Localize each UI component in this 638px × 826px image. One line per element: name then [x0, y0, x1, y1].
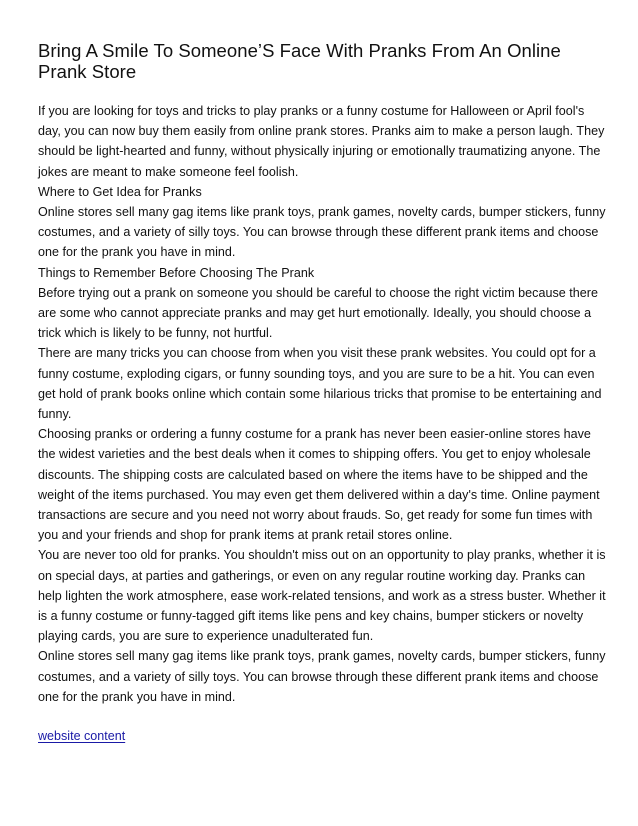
paragraph-right-victim: Before trying out a prank on someone you should be careful to choose the right victim because there are some who cannot appreciate pranks and may get hurt emotionally. Ideally, you should choose a trick which is likely to be funny, not hurtful. — [38, 285, 598, 341]
link-container — [38, 726, 606, 746]
paragraph-intro: If you are looking for toys and tricks to play pranks or a funny costume for Halloween or April fool's day, you can now buy them easily from online prank stores. Pranks aim to make a person laugh. They should be light-hearted and funny, without physically injuring or emotionally traumatizing anyone. The jokes are meant to make someone feel foolish. — [38, 104, 605, 179]
paragraph-never-too-old: You are never too old for pranks. You shouldn't miss out on an opportunity to play pranks, whether it is on special days, at parties and gatherings, or even on any regular routine working day. Pranks can help lighten the work atmosphere, ease work-related tensions, and work as a stress buster. Whether it is a funny costume or funny-tagged gift items like pens and key chains, bumper stickers or novelty playing cards, you are sure to experience unadulterated fun. — [38, 548, 606, 644]
paragraph-tricks: There are many tricks you can choose from when you visit these prank websites. You could opt for a funny costume, exploding cigars, or funny sounding toys, and you are sure to be a hit. You can even get hold of prank books online which contain some hilarious tricks that promise to be entertaining and funny. — [38, 346, 602, 422]
section-heading-remember: Things to Remember Before Choosing The Prank — [38, 265, 315, 280]
document-body — [38, 101, 606, 707]
document-title: Bring A Smile To Someone’S Face With Pranks From An Online Prank Store — [38, 40, 561, 82]
website-content-link[interactable]: website content — [38, 729, 126, 744]
paragraph-gag-items: Online stores sell many gag items like prank toys, prank games, novelty cards, bumper stickers, funny costumes, and a variety of silly toys. You can browse through these different prank items and choose one for the prank you have in mind. — [38, 205, 606, 260]
section-heading-ideas: Where to Get Idea for Pranks — [38, 184, 202, 199]
paragraph-gag-items-repeat: Online stores sell many gag items like prank toys, prank games, novelty cards, bumper stickers, funny costumes, and a variety of silly toys. You can browse through these different prank items and choose one for the prank you have in mind. — [38, 649, 606, 704]
paragraph-shipping: Choosing pranks or ordering a funny costume for a prank has never been easier-online stores have the widest varieties and the best deals when it comes to shipping offers. You get to enjoy wholesale discounts. The shipping costs are calculated based on where the items have to be shipped and the weight of the items purchased. You may even get them delivered within a day's time. Online payment transactions are secure and you need not worry about frauds. So, get ready for some fun times with you and your friends and shop for prank items at prank retail stores online. — [38, 427, 600, 543]
document-page — [38, 40, 606, 746]
